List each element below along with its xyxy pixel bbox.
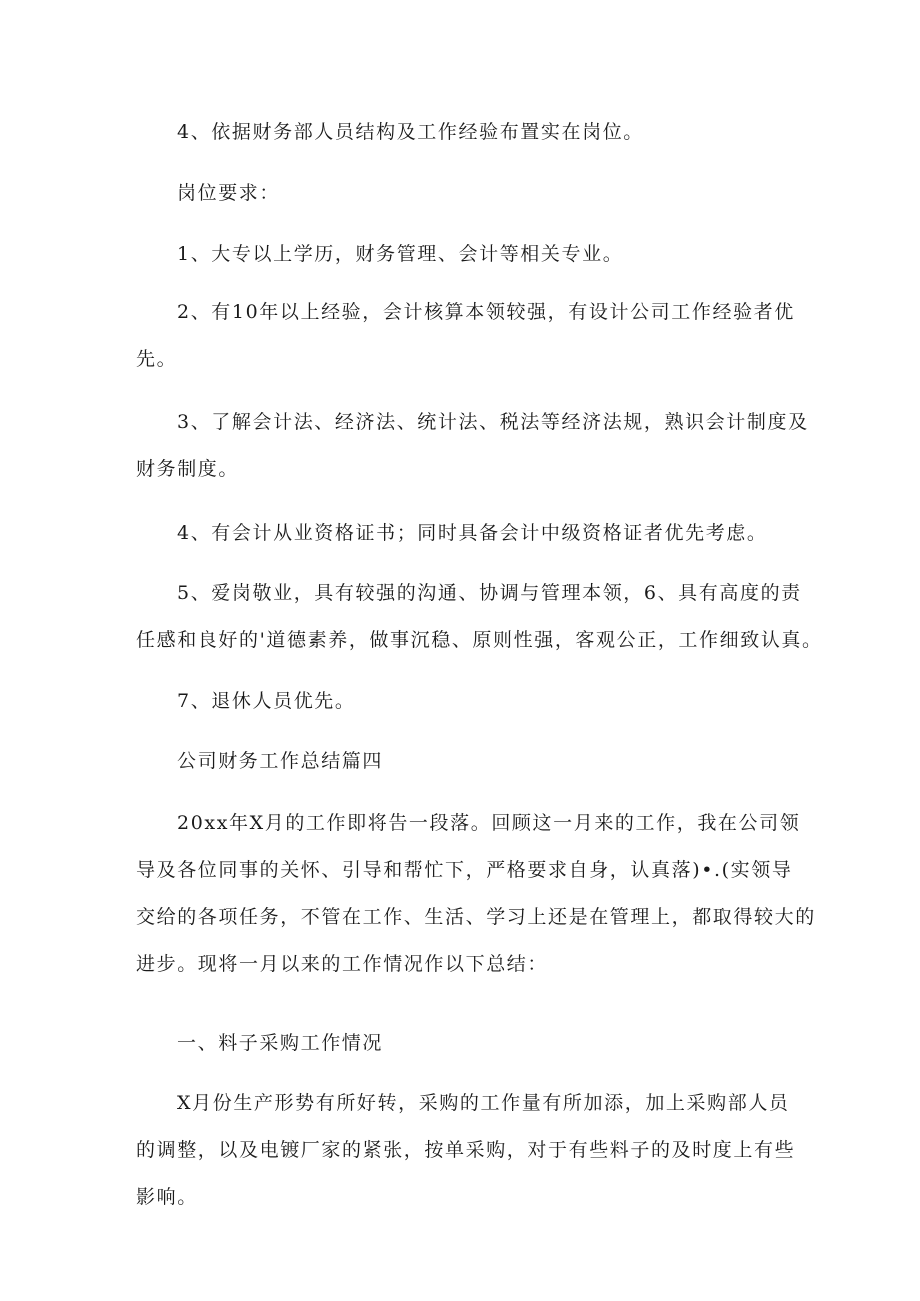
paragraph-requirement-2 (136, 289, 800, 383)
section-title (136, 738, 800, 785)
text-line: 影响。 (136, 1186, 198, 1208)
text-line: 5、爱岗敬业，具有较强的沟通、协调与管理本领，6、具有高度的责 (177, 582, 802, 604)
paragraph-requirement-4 (136, 510, 800, 557)
text-line: 交给的各项任务，不管在工作、生活、学习上还是在管理上，都取得较大的 (136, 906, 816, 928)
paragraph-requirement-3 (136, 399, 809, 493)
text-line: 公司财务工作总结篇四 (177, 750, 384, 772)
text-line: 3、了解会计法、经济法、统计法、税法等经济法规，熟识会计制度及 (177, 411, 809, 433)
paragraph-duty-4 (136, 109, 800, 156)
paragraph-summary-intro (136, 800, 816, 988)
text-line: 2、有10年以上经验，会计核算本领较强，有设计公司工作经验者优 (177, 301, 795, 323)
paragraph-requirement-5-6 (136, 570, 823, 664)
paragraph-requirement-1 (136, 231, 800, 278)
text-line: 4、依据财务部人员结构及工作经验布置实在岗位。 (177, 121, 644, 143)
text-line: 岗位要求： (177, 182, 281, 204)
paragraph-requirements-heading (136, 170, 800, 217)
text-line: 4、有会计从业资格证书；同时具备会计中级资格证者优先考虑。 (177, 522, 768, 544)
text-line: 的调整，以及电镀厂家的紧张，按单采购，对于有些料子的及时度上有些 (136, 1139, 796, 1161)
text-line: 先。 (136, 348, 178, 370)
text-line: 财务制度。 (136, 458, 240, 480)
text-line: 导及各位同事的关怀、引导和帮忙下，严格要求自身，认真落)•.(实领导 (136, 859, 793, 881)
paragraph-requirement-7 (136, 678, 800, 725)
text-line: X月份生产形势有所好转，采购的工作量有所加添，加上采购部人员 (177, 1092, 790, 1114)
text-line: 1、大专以上学历，财务管理、会计等相关专业。 (177, 243, 624, 265)
text-line: 任感和良好的'道德素养，做事沉稳、原则性强，客观公正，工作细致认真。 (136, 629, 823, 651)
text-line: 一、料子采购工作情况 (177, 1032, 384, 1054)
paragraph-procurement (136, 1080, 800, 1221)
text-line: 进步。现将一月以来的工作情况作以下总结： (136, 953, 549, 975)
text-line: 7、退休人员优先。 (177, 690, 356, 712)
text-line: 20xx年X月的工作即将告一段落。回顾这一月来的工作，我在公司领 (177, 812, 801, 834)
subsection-heading (136, 1020, 800, 1067)
